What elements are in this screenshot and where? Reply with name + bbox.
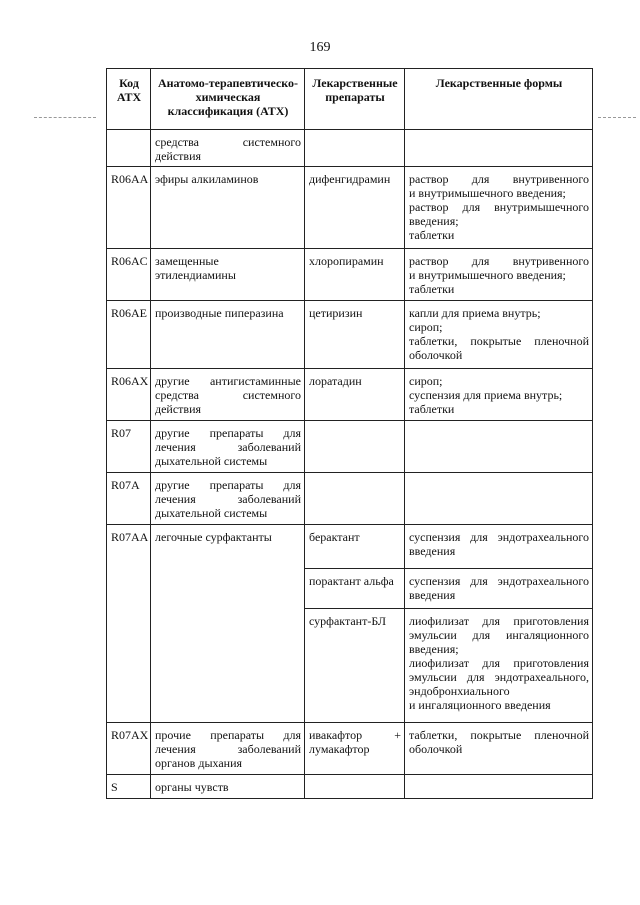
- cell-line: другие препараты для: [155, 426, 301, 440]
- cell-drug: [305, 421, 405, 473]
- cell-class: [151, 249, 305, 301]
- cell-drug: лоратадин: [305, 369, 405, 421]
- cell-line: лечения заболеваний: [155, 742, 301, 756]
- cell-drug: сурфактант-БЛ: [305, 609, 405, 723]
- cell-line: таблетки: [409, 402, 455, 416]
- cell-line: оболочкой: [409, 742, 463, 756]
- table-row: [107, 775, 593, 799]
- cell-class: [151, 301, 305, 369]
- cell-forms: [405, 609, 593, 723]
- cell-line: действия: [155, 402, 202, 416]
- cell-drug: [305, 473, 405, 525]
- cell-line: оболочкой: [409, 348, 463, 362]
- cell-class: [151, 421, 305, 473]
- cell-line: этилендиамины: [155, 268, 236, 282]
- margin-line-left: [34, 117, 96, 118]
- cell-code: R07: [107, 421, 151, 473]
- cell-line: дыхательной системы: [155, 454, 268, 468]
- cell-class: [151, 473, 305, 525]
- cell-line: введения: [409, 588, 456, 602]
- margin-line-right: [598, 117, 636, 118]
- cell-line: сироп;: [409, 374, 443, 388]
- cell-line: средства системного: [155, 388, 301, 402]
- cell-line: таблетки: [409, 228, 455, 242]
- cell-line: эндобронхиального: [409, 684, 510, 698]
- cell-line: ивакафтор +: [309, 728, 401, 742]
- header-code: Код АТХ: [107, 69, 151, 130]
- cell-code: S: [107, 775, 151, 799]
- table-row: [107, 421, 593, 473]
- cell-line: и внутримышечного введения;: [409, 186, 566, 200]
- header-drugs: Лекарственные препараты: [305, 69, 405, 130]
- cell-code: R07AX: [107, 723, 151, 775]
- cell-code: R06AC: [107, 249, 151, 301]
- cell-class: [151, 525, 305, 723]
- cell-line: и ингаляционного введения: [409, 698, 551, 712]
- cell-drug: берактант: [305, 525, 405, 569]
- cell-line: суспензия для приема внутрь;: [409, 388, 563, 402]
- cell-line: и внутримышечного введения;: [409, 268, 566, 282]
- table-header-row: [107, 69, 593, 130]
- cell-line: введения;: [409, 642, 459, 656]
- cell-drug: [305, 723, 405, 775]
- cell-drug: дифенгидрамин: [305, 167, 405, 249]
- cell-line: лиофилизат для приготовления: [409, 656, 589, 670]
- cell-line: дыхательной системы: [155, 506, 268, 520]
- table-row: [107, 167, 593, 249]
- table-row: [107, 723, 593, 775]
- cell-line: сироп;: [409, 320, 443, 334]
- cell-forms: [405, 130, 593, 167]
- cell-code: R06AA: [107, 167, 151, 249]
- cell-code: R06AX: [107, 369, 151, 421]
- cell-line: легочные сурфактанты: [155, 530, 272, 544]
- cell-line: таблетки: [409, 282, 455, 296]
- cell-forms: [405, 775, 593, 799]
- table-row: [107, 369, 593, 421]
- cell-line: суспензия для эндотрахеального: [409, 574, 589, 588]
- cell-drug: порактант альфа: [305, 569, 405, 609]
- cell-class: [151, 130, 305, 167]
- cell-forms: [405, 369, 593, 421]
- cell-line: таблетки, покрытые пленочной: [409, 334, 589, 348]
- cell-line: эмульсии для ингаляционного: [409, 628, 589, 642]
- cell-line: средства системного: [155, 135, 301, 149]
- cell-line: введения: [409, 544, 456, 558]
- cell-line: замещенные: [155, 254, 219, 268]
- cell-forms: [405, 723, 593, 775]
- cell-class: [151, 723, 305, 775]
- cell-line: органы чувств: [155, 780, 229, 794]
- cell-line: введения;: [409, 214, 459, 228]
- cell-drug: хлоропирамин: [305, 249, 405, 301]
- cell-code: [107, 130, 151, 167]
- header-class: Анатомо-терапевтическо-химическая классификация (АТХ): [151, 69, 305, 130]
- cell-line: другие антигистаминные: [155, 374, 301, 388]
- cell-class: [151, 167, 305, 249]
- cell-line: таблетки, покрытые пленочной: [409, 728, 589, 742]
- cell-forms: [405, 525, 593, 569]
- header-forms: Лекарственные формы: [405, 69, 593, 130]
- cell-line: органов дыхания: [155, 756, 243, 770]
- cell-line: раствор для внутривенного: [409, 172, 589, 186]
- cell-forms: [405, 473, 593, 525]
- cell-line: другие препараты для: [155, 478, 301, 492]
- cell-line: прочие препараты для: [155, 728, 301, 742]
- table-row: [107, 525, 593, 569]
- cell-drug: цетиризин: [305, 301, 405, 369]
- table-row: [107, 301, 593, 369]
- cell-line: эмульсии для эндотрахеального,: [409, 670, 589, 684]
- cell-class: [151, 369, 305, 421]
- cell-drug: [305, 130, 405, 167]
- cell-drug: [305, 775, 405, 799]
- cell-line: суспензия для эндотрахеального: [409, 530, 589, 544]
- page-number: 169: [309, 40, 331, 55]
- cell-line: раствор для внутримышечного: [409, 200, 589, 214]
- cell-line: капли для приема внутрь;: [409, 306, 541, 320]
- table-body: [107, 130, 593, 799]
- cell-forms: [405, 167, 593, 249]
- table-row: [107, 473, 593, 525]
- cell-line: производные пиперазина: [155, 306, 284, 320]
- table-row: [107, 130, 593, 167]
- cell-code: R07A: [107, 473, 151, 525]
- cell-forms: [405, 569, 593, 609]
- cell-line: лумакафтор: [309, 742, 370, 756]
- cell-code: R07AA: [107, 525, 151, 723]
- cell-forms: [405, 249, 593, 301]
- cell-line: эфиры алкиламинов: [155, 172, 259, 186]
- cell-class: [151, 775, 305, 799]
- cell-forms: [405, 301, 593, 369]
- cell-line: лечения заболеваний: [155, 440, 301, 454]
- cell-code: R06AE: [107, 301, 151, 369]
- cell-line: раствор для внутривенного: [409, 254, 589, 268]
- cell-line: действия: [155, 149, 202, 163]
- cell-line: лечения заболеваний: [155, 492, 301, 506]
- atx-table: [106, 68, 593, 799]
- table-row: [107, 249, 593, 301]
- cell-line: лиофилизат для приготовления: [409, 614, 589, 628]
- cell-forms: [405, 421, 593, 473]
